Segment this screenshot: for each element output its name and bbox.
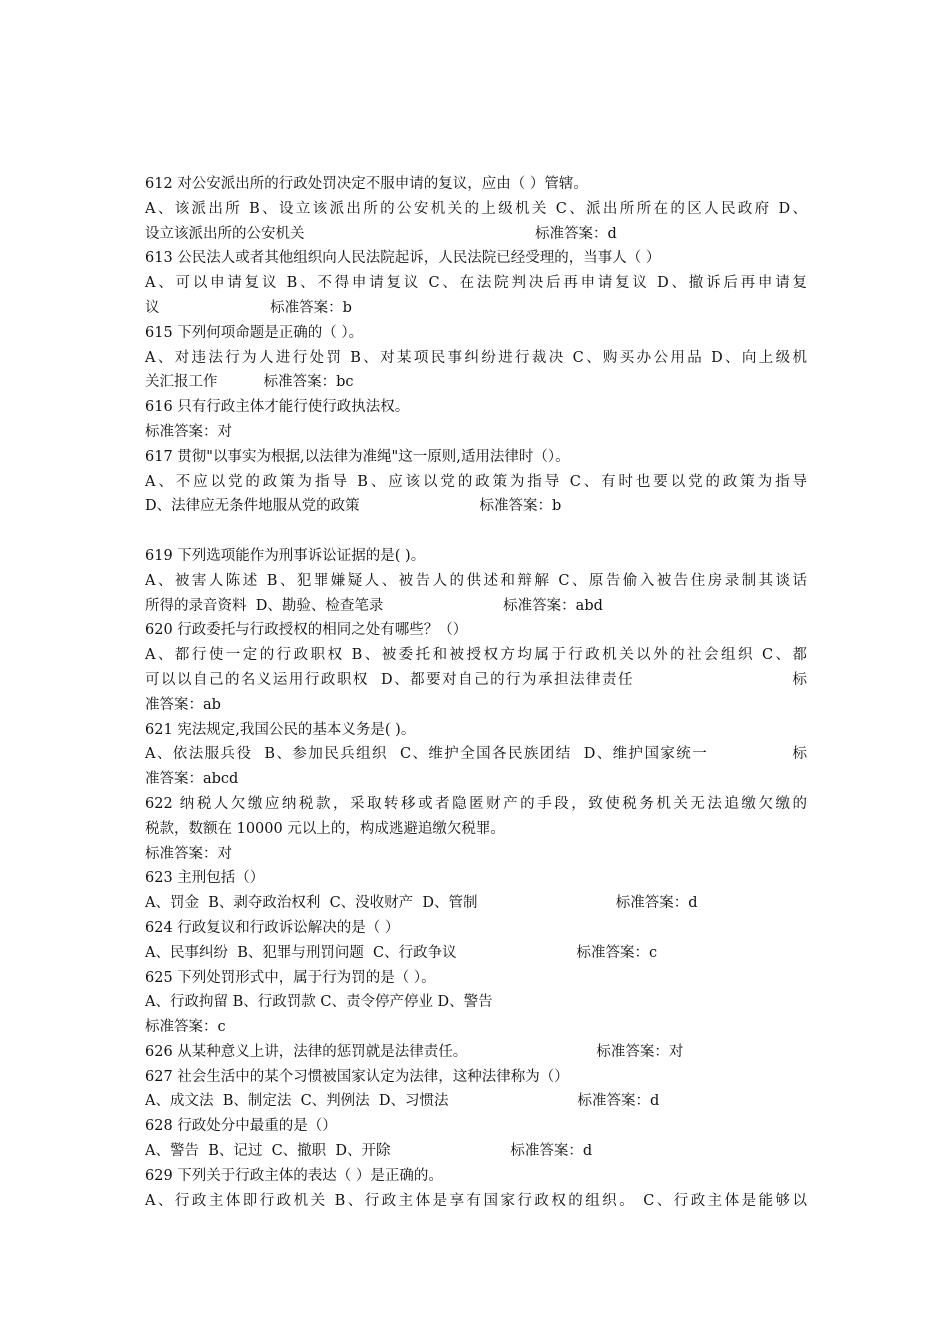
question-624: 624 行政复议和行政诉讼解决的是（ ） [145, 919, 400, 936]
question-619: 619 下列选项能作为刑事诉讼证据的是( )。 [145, 547, 426, 564]
blank-line [145, 519, 807, 544]
question-616: 616 只有行政主体才能行使行政执法权。 [145, 399, 410, 416]
document-page [145, 172, 807, 1213]
question-628: 628 行政处分中最重的是（） [145, 1118, 337, 1135]
options-620-a: A、都行使一定的行政职权 B、被委托和被授权方均属于行政机关以外的社会组织 C、都 [145, 647, 807, 664]
answer-621: 准答案：abcd [145, 771, 239, 788]
options-627: A、成文法 B、制定法 C、判例法 D、习惯法 标准答案：d [145, 1093, 660, 1110]
options-620-b: 可以以自己的名义运用行政职权 D、都要对自己的行为承担法律责任 标 [145, 671, 807, 688]
options-619-b: 所得的录音资料 D、勘验、检查笔录 标准答案：abd [145, 597, 603, 614]
question-625: 625 下列处罚形式中，属于行为罚的是（ ）。 [145, 969, 436, 986]
question-622-b: 税款，数额在 10000 元以上的，构成逃避追缴欠税罪。 [145, 820, 505, 837]
options-613-b: 议 标准答案：b [145, 299, 352, 316]
options-619-a: A、被害人陈述 B、犯罪嫌疑人、被告人的供述和辩解 C、原告偷入被告住房录制其谈话 [145, 572, 807, 589]
question-613: 613 公民法人或者其他组织向人民法院起诉，人民法院已经受理的，当事人（ ） [145, 250, 661, 267]
question-626: 626 从某种意义上讲，法律的惩罚就是法律责任。 标准答案：对 [145, 1043, 684, 1060]
question-629: 629 下列关于行政主体的表达（ ）是正确的。 [145, 1167, 443, 1184]
options-612-a: A、该派出所 B、设立该派出所的公安机关的上级机关 C、派出所所在的区人民政府 D、 [145, 200, 807, 217]
question-627: 627 社会生活中的某个习惯被国家认定为法律，这种法律称为（） [145, 1068, 569, 1085]
question-622-a: 622 纳税人欠缴应纳税款，采取转移或者隐匿财产的手段，致使税务机关无法追缴欠缴的 [145, 795, 807, 812]
options-629: A、行政主体即行政机关 B、行政主体是享有国家行政权的组织。 C、行政主体是能够以 [145, 1192, 807, 1209]
question-620: 620 行政委托与行政授权的相同之处有哪些？（） [145, 622, 468, 639]
question-615: 615 下列何项命题是正确的（ ）。 [145, 324, 364, 341]
options-615-b: 关汇报工作 标准答案：bc [145, 374, 354, 391]
question-621: 621 宪法规定,我国公民的基本义务是( )。 [145, 721, 416, 738]
answer-616: 标准答案：对 [145, 423, 232, 440]
options-625: A、行政拘留 B、行政罚款 C、责令停产停业 D、警告 [145, 994, 493, 1011]
question-612: 612 对公安派出所的行政处罚决定不服申请的复议，应由（ ）管辖。 [145, 176, 588, 192]
options-624: A、民事纠纷 B、犯罪与刑罚问题 C、行政争议 标准答案：c [145, 944, 658, 961]
options-621: A、依法服兵役 B、参加民兵组织 C、维护全国各民族团结 D、维护国家统一 标 [145, 746, 807, 763]
question-623: 623 主刑包括（） [145, 870, 265, 887]
options-628: A、警告 B、记过 C、撤职 D、开除 标准答案：d [145, 1143, 593, 1160]
answer-625: 标准答案：c [145, 1019, 226, 1036]
question-617: 617 贯彻"以事实为根据,以法律为准绳"这一原则,适用法律时（）。 [145, 448, 570, 465]
answer-620: 准答案：ab [145, 696, 221, 713]
options-617-a: A、不应以党的政策为指导 B、应该以党的政策为指导 C、有时也要以党的政策为指导 [145, 473, 807, 490]
options-617-b: D、法律应无条件地服从党的政策 标准答案：b [145, 498, 562, 515]
options-623: A、罚金 B、剥夺政治权利 C、没收财产 D、管制 标准答案：d [145, 895, 698, 912]
answer-622: 标准答案：对 [145, 845, 232, 862]
options-612-b: 设立该派出所的公安机关 标准答案：d [145, 225, 617, 242]
options-613-a: A、可以申请复议 B、不得申请复议 C、在法院判决后再申请复议 D、撤诉后再申请复 [145, 275, 807, 292]
options-615-a: A、对违法行为人进行处罚 B、对某项民事纠纷进行裁决 C、购买办公用品 D、向上级机 [145, 349, 807, 366]
